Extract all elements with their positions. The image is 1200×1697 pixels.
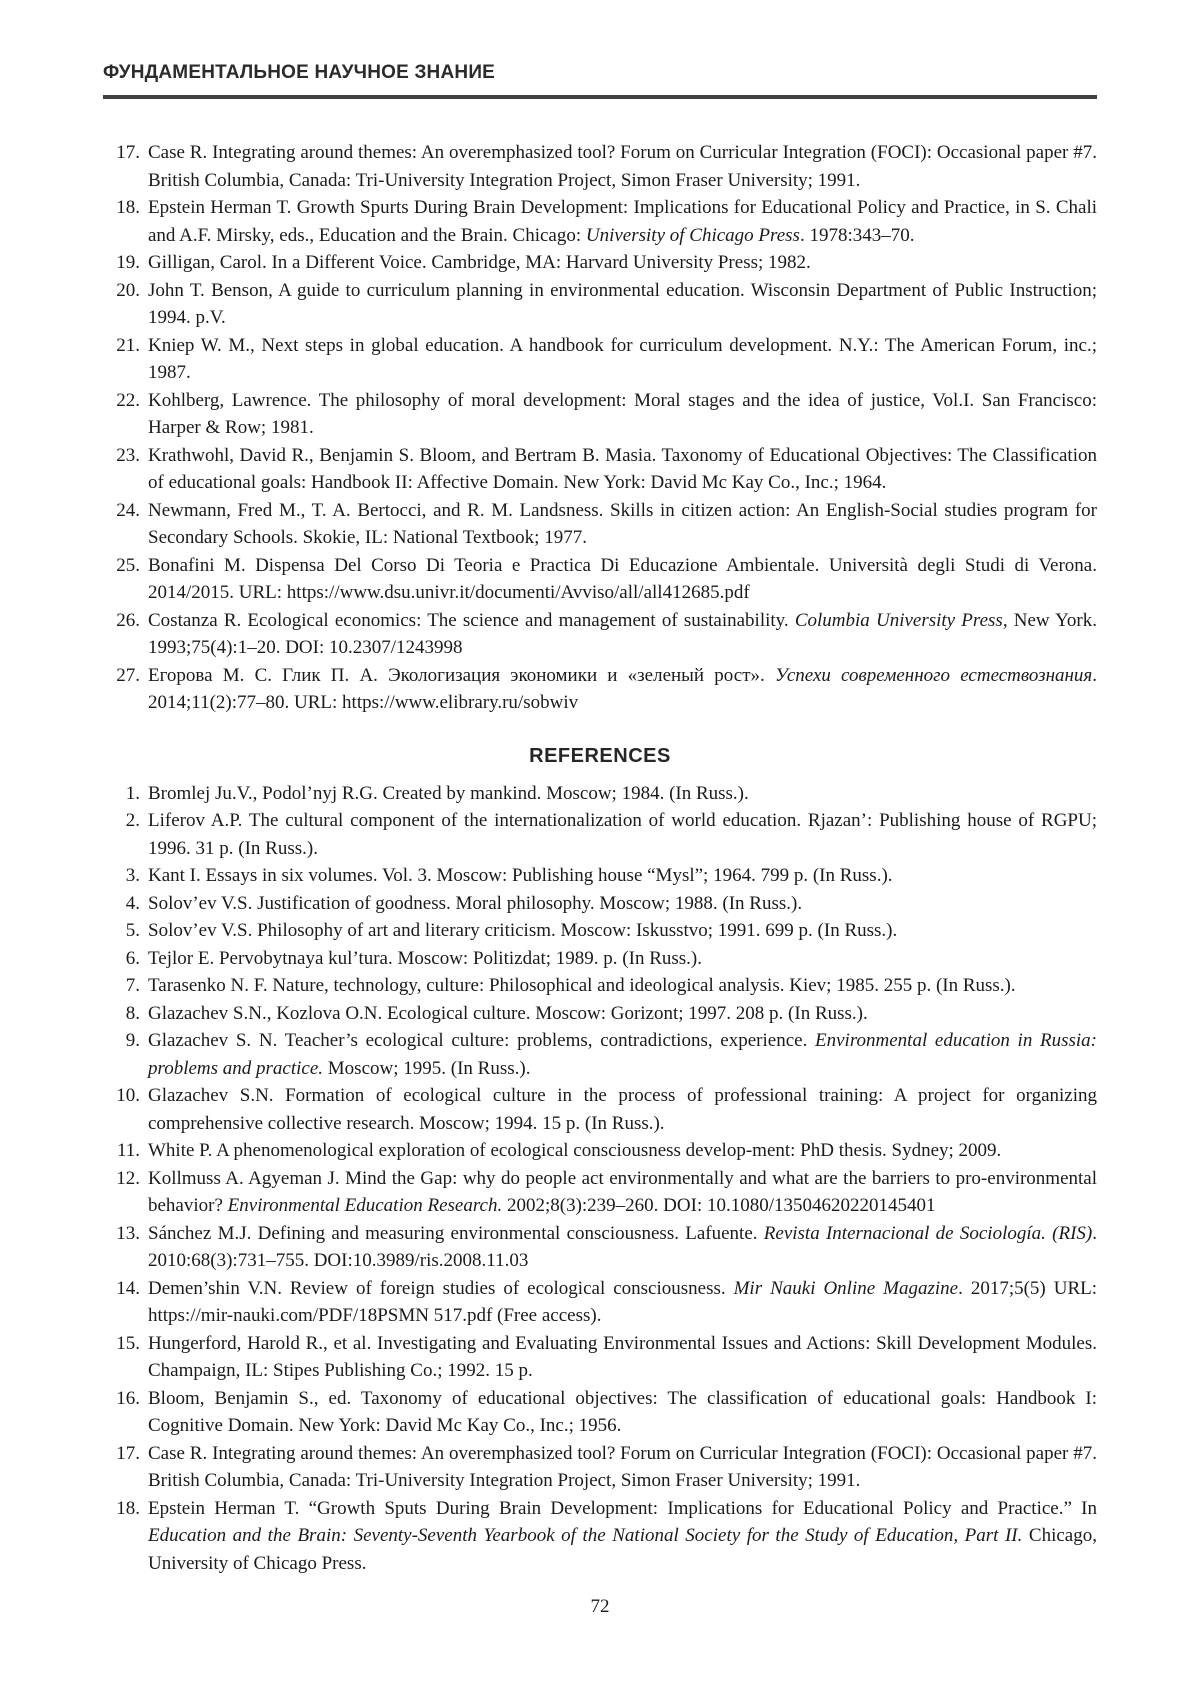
reference-text-segment: Demen’shin V.N. Review of foreign studies of ecological consciousness. xyxy=(148,1277,734,1299)
journal-header xyxy=(103,0,1097,99)
reference-text-segment: Krathwohl, David R., Benjamin S. Bloom, and Bertram B. Masia. Taxonomy of Educational Objectives: The Classification of educational goals: Handbook II: Affective Domain. New York: David Mc Kay Co., Inc.; 1964. xyxy=(148,444,1097,493)
reference-item xyxy=(103,1275,1097,1330)
reference-text-segment: Solov’ev V.S. Philosophy of art and literary criticism. Moscow: Iskusstvo; 1991. 699 p. (In Russ.). xyxy=(148,920,898,941)
reference-number: 11. xyxy=(116,1140,140,1161)
reference-number: 27. xyxy=(116,664,140,686)
reference-text-segment: Kant I. Essays in six volumes. Vol. 3. Moscow: Publishing house “Mysl”; 1964. 799 p. (In Russ.). xyxy=(148,865,893,886)
reference-number: 12. xyxy=(116,1167,140,1189)
reference-text xyxy=(148,1440,1097,1495)
reference-text-segment: John T. Benson, A guide to curriculum planning in environmental education. Wisconsin Department of Public Instruction; 1994. p.V. xyxy=(148,279,1097,328)
reference-number: 18. xyxy=(116,1497,140,1519)
reference-text-segment: Epstein Herman T. Growth Spurts During Brain Development: Implications for Educational Policy and Practice, in S. Chali and A.F. Mirsky, eds., Education and the Brain. Chicago: xyxy=(148,197,1097,246)
reference-text xyxy=(148,1137,1097,1165)
reference-text xyxy=(148,862,1097,890)
reference-number: 2. xyxy=(125,810,140,831)
reference-text xyxy=(148,249,1097,277)
reference-item xyxy=(103,332,1097,387)
page-number: 72 xyxy=(590,1596,610,1617)
reference-item xyxy=(103,552,1097,607)
journal-section-title: ФУНДАМЕНТАЛЬНОЕ НАУЧНОЕ ЗНАНИЕ xyxy=(103,62,496,83)
reference-item xyxy=(103,387,1097,442)
reference-text-italic-segment: Columbia University Press xyxy=(794,609,1003,631)
reference-number: 10. xyxy=(116,1085,140,1106)
reference-number: 26. xyxy=(116,609,140,631)
reference-text xyxy=(148,1275,1097,1330)
reference-number: 5. xyxy=(125,920,140,941)
reference-text-italic-segment: Revista Internacional de Sociología. (RIS) xyxy=(763,1222,1093,1244)
reference-text-segment: Sánchez M.J. Defining and measuring environmental consciousness. Lafuente. xyxy=(148,1222,764,1244)
reference-number: 15. xyxy=(116,1332,140,1354)
reference-number: 6. xyxy=(125,947,140,969)
reference-text xyxy=(148,917,1097,945)
reference-number: 25. xyxy=(116,554,140,576)
reference-text-segment: Solov’ev V.S. Justification of goodness. Moral philosophy. Moscow; 1988. (In Russ.). xyxy=(148,892,803,914)
reference-text-segment: Kohlberg, Lawrence. The philosophy of moral development: Moral stages and the idea of justice, Vol.I. San Francisco: Harper & Row; 1981. xyxy=(148,389,1097,438)
reference-text-segment: Егорова М. С. Глик П. А. Экологизация экономики и «зеленый рост». xyxy=(148,664,775,686)
reference-text xyxy=(148,194,1097,249)
reference-item xyxy=(103,1137,1097,1165)
reference-text xyxy=(148,277,1097,332)
references-list-en xyxy=(103,780,1097,1578)
reference-text-italic-segment: Environmental Education Research. xyxy=(227,1195,503,1216)
reference-number: 18. xyxy=(116,197,140,218)
reference-item xyxy=(103,917,1097,945)
reference-item xyxy=(103,1165,1097,1220)
reference-text xyxy=(148,552,1097,607)
reference-text-segment: Tejlor E. Pervobytnaya kul’tura. Moscow: Politizdat; 1989. p. (In Russ.). xyxy=(148,947,702,969)
reference-text xyxy=(148,972,1097,1000)
reference-text xyxy=(148,945,1097,973)
reference-text-segment: . 1978:343–70. xyxy=(799,224,915,246)
reference-text xyxy=(148,1027,1097,1082)
reference-text-segment: Epstein Herman T. “Growth Sputs During Brain Development: Implications for Educational Policy and Practice.” In xyxy=(148,1497,1097,1519)
reference-number: 22. xyxy=(116,389,140,411)
reference-number: 20. xyxy=(116,279,140,301)
reference-item xyxy=(103,497,1097,552)
reference-item xyxy=(103,1082,1097,1137)
reference-item xyxy=(103,890,1097,918)
reference-text-segment: Tarasenko N. F. Nature, technology, culture: Philosophical and ideological analysis. Kiev; 1985. 255 p. (In Russ.). xyxy=(148,975,1016,996)
reference-text xyxy=(148,607,1097,662)
reference-text-segment: 2002;8(3):239–260. DOI: 10.1080/13504620220145401 xyxy=(502,1195,936,1216)
reference-number: 23. xyxy=(116,444,140,466)
reference-number: 1. xyxy=(125,782,140,804)
reference-text xyxy=(148,1385,1097,1440)
reference-text xyxy=(148,1000,1097,1028)
reference-text-segment: White P. A phenomenological exploration of ecological consciousness develop-ment: PhD thesis. Sydney; 2009. xyxy=(148,1140,1002,1161)
reference-text xyxy=(148,442,1097,497)
reference-item xyxy=(103,194,1097,249)
reference-item xyxy=(103,1495,1097,1578)
reference-text-segment: Chicago, University of Chicago Press. xyxy=(148,1525,1097,1574)
reference-text-segment: . 2014;11(2):77–80. URL: https://www.elibrary.ru/sobwiv xyxy=(148,664,1097,713)
bibliography-list-ru xyxy=(103,139,1097,717)
reference-item xyxy=(103,1000,1097,1028)
reference-text xyxy=(148,1220,1097,1275)
reference-text-segment: Glazachev S.N., Kozlova O.N. Ecological culture. Moscow: Gorizont; 1997. 208 p. (In Russ.). xyxy=(148,1002,868,1024)
reference-text-italic-segment: Education and the Brain: Seventy-Seventh Yearbook of the National Society for the Study of Education, Part II. xyxy=(148,1525,1023,1546)
reference-item xyxy=(103,277,1097,332)
reference-text-segment: Gilligan, Carol. In a Different Voice. Cambridge, MA: Harvard University Press; 1982. xyxy=(148,252,811,273)
reference-number: 4. xyxy=(125,892,140,914)
reference-text-segment: Glazachev S. N. Teacher’s ecological culture: problems, contradictions, experience. xyxy=(148,1030,816,1051)
reference-text-segment: Moscow; 1995. (In Russ.). xyxy=(323,1057,531,1079)
reference-text-segment: Kollmuss A. Agyeman J. Mind the Gap: why do people act environmentally and what are the barriers to pro-environmental behavior? xyxy=(148,1167,1097,1216)
reference-item xyxy=(103,607,1097,662)
reference-text xyxy=(148,780,1097,808)
references-heading: REFERENCES xyxy=(529,744,671,767)
reference-text-segment: Bloom, Benjamin S., ed. Taxonomy of educational objectives: The classification of educational goals: Handbook I: Cognitive Domain. New York: David Mc Kay Co., Inc.; 1956. xyxy=(148,1387,1097,1436)
reference-text-segment: Costanza R. Ecological economics: The science and management of sustainability. xyxy=(148,609,795,631)
reference-text xyxy=(148,332,1097,387)
reference-text xyxy=(148,662,1097,717)
reference-number: 24. xyxy=(116,499,140,521)
reference-number: 17. xyxy=(116,142,140,163)
reference-text-italic-segment: Успехи современного естествознания xyxy=(774,664,1093,686)
reference-item xyxy=(103,807,1097,862)
header-divider-rule xyxy=(103,95,1097,99)
reference-text-segment: Newmann, Fred M., T. A. Bertocci, and R. M. Landsness. Skills in citizen action: An English-Social studies program for Secondary Schools. Skokie, IL: National Textbook; 1977. xyxy=(148,499,1097,548)
reference-text xyxy=(148,139,1097,194)
reference-item xyxy=(103,862,1097,890)
reference-text-italic-segment: University of Chicago Press xyxy=(585,224,800,246)
reference-number: 9. xyxy=(125,1030,140,1051)
reference-item xyxy=(103,139,1097,194)
reference-text xyxy=(148,807,1097,862)
reference-text-italic-segment: Environmental education in Russia: problems and practice. xyxy=(148,1030,1098,1079)
reference-text xyxy=(148,1495,1097,1578)
reference-number: 14. xyxy=(116,1277,140,1299)
reference-item xyxy=(103,1330,1097,1385)
reference-item xyxy=(103,945,1097,973)
reference-number: 19. xyxy=(116,252,140,273)
reference-number: 3. xyxy=(125,865,140,886)
reference-item xyxy=(103,972,1097,1000)
reference-text-segment: Bonafini M. Dispensa Del Corso Di Teoria e Practica Di Educazione Ambientale. Università degli Studi di Verona. 2014/2015. URL: https://www.dsu.univr.it/documenti/Avviso/all/all412685.pdf xyxy=(148,554,1097,603)
reference-text-segment: Liferov A.P. The cultural component of the internationalization of world education. Rjazan’: Publishing house of RGPU; 1996. 31 p. (In Russ.). xyxy=(148,810,1097,859)
reference-item xyxy=(103,780,1097,808)
reference-text xyxy=(148,890,1097,918)
reference-text xyxy=(148,1165,1097,1220)
reference-number: 16. xyxy=(116,1387,140,1409)
reference-item xyxy=(103,662,1097,717)
reference-number: 13. xyxy=(116,1222,140,1244)
reference-text-segment: . 2017;5(5) URL: https://mir-nauki.com/PDF/18PSMN 517.pdf (Free access). xyxy=(148,1277,1098,1326)
reference-number: 17. xyxy=(116,1442,140,1464)
reference-item xyxy=(103,249,1097,277)
reference-item xyxy=(103,1027,1097,1082)
reference-text-segment: Glazachev S.N. Formation of ecological culture in the process of professional training: A project for organizing comprehensive collective research. Moscow; 1994. 15 p. (In Russ.). xyxy=(148,1085,1097,1134)
reference-item xyxy=(103,1385,1097,1440)
reference-text-segment: Case R. Integrating around themes: An overemphasized tool? Forum on Curricular Integration (FOCI): Occasional paper #7. British Columbia, Canada: Tri-University Integration Project, Simon Fraser University; 1991. xyxy=(148,142,1097,191)
reference-text-segment: . 2010:68(3):731–755. DOI:10.3989/ris.2008.11.03 xyxy=(148,1222,1097,1271)
reference-number: 8. xyxy=(125,1002,140,1024)
reference-text-segment: Kniep W. M., Next steps in global education. A handbook for curriculum development. N.Y.: The American Forum, inc.; 1987. xyxy=(148,334,1097,383)
reference-number: 7. xyxy=(125,975,140,996)
reference-text-segment: Hungerford, Harold R., et al. Investigating and Evaluating Environmental Issues and Actions: Skill Development Modules. Champaign, IL: Stipes Publishing Co.; 1992. 15 p. xyxy=(148,1332,1097,1381)
reference-text-segment: Case R. Integrating around themes: An overemphasized tool? Forum on Curricular Integration (FOCI): Occasional paper #7. British Columbia, Canada: Tri-University Integration Project, Simon Fraser University; 1991. xyxy=(148,1442,1097,1491)
reference-text-italic-segment: Mir Nauki Online Magazine xyxy=(733,1277,959,1299)
reference-number: 21. xyxy=(116,334,140,356)
reference-item xyxy=(103,1440,1097,1495)
reference-text-segment: Bromlej Ju.V., Podol’nyj R.G. Created by mankind. Moscow; 1984. (In Russ.). xyxy=(148,782,749,804)
reference-text xyxy=(148,1330,1097,1385)
reference-item xyxy=(103,442,1097,497)
reference-text xyxy=(148,387,1097,442)
reference-text xyxy=(148,497,1097,552)
reference-item xyxy=(103,1220,1097,1275)
reference-text xyxy=(148,1082,1097,1137)
reference-text-segment: , New York. 1993;75(4):1–20. DOI: 10.2307/1243998 xyxy=(148,609,1097,658)
